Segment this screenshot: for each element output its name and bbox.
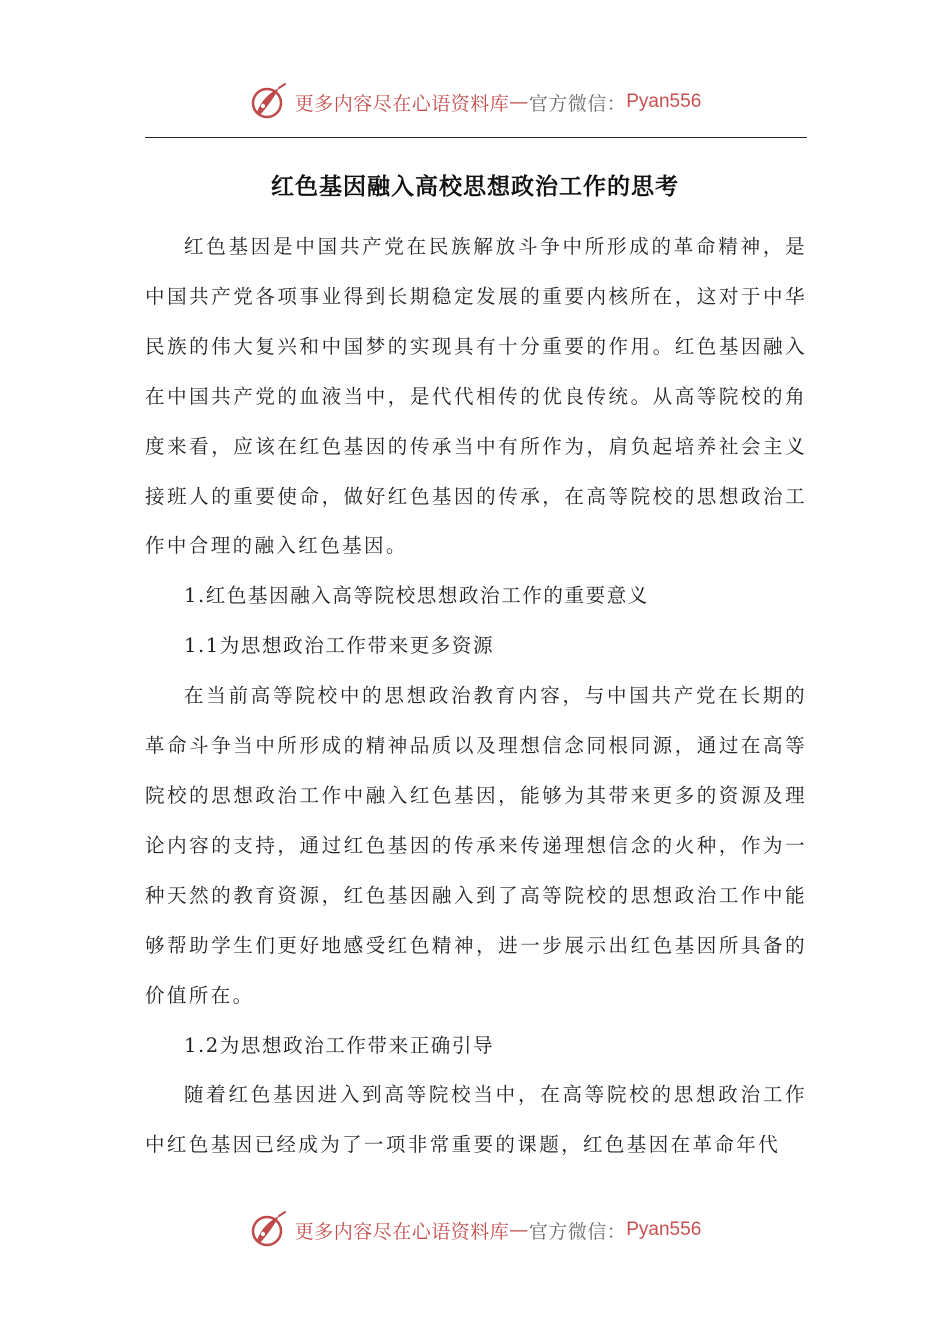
banner-content: [249, 82, 702, 122]
banner-dash: —: [509, 91, 529, 113]
document-body: [145, 222, 807, 1170]
document-title: 红色基因融入高校思想政治工作的思考: [271, 174, 679, 200]
header-banner: [0, 80, 950, 124]
banner-dash: —: [509, 1219, 529, 1241]
banner-wechat-id: Pyan556: [626, 1219, 702, 1240]
banner-official-label: 官方微信：: [528, 1220, 627, 1243]
paragraph-1-2: 随着红色基因进入到高等院校当中，在高等院校的思想政治工作中红色基因已经成为了一项非常重要的课题，红色基因在革命年代: [145, 1083, 807, 1157]
section-heading-1: 1.红色基因融入高等院校思想政治工作的重要意义: [184, 584, 649, 608]
paragraph-intro: 红色基因是中国共产党在民族解放斗争中所形成的革命精神，是中国共产党各项事业得到长期稳定发展的重要内核所在，这对于中华民族的伟大复兴和中国梦的实现具有十分重要的作用。红色基因融入在中国共产党的血液当中，是代代相传的优良传统。从高等院校的角度来看，应该在红色基因的传承当中有所作为，肩负起培养社会主义接班人的重要使命，做好红色基因的传承，在高等院校的思想政治工作中合理的融入红色基因。: [145, 235, 807, 558]
header-divider: [145, 137, 807, 138]
pen-logo-icon: [249, 1210, 289, 1250]
banner-wechat-id: Pyan556: [626, 91, 702, 112]
banner-content: [249, 1210, 702, 1250]
subsection-heading-1-1: 1.1为思想政治工作带来更多资源: [184, 634, 495, 658]
banner-slogan: 更多内容尽在心语资料库: [294, 92, 510, 115]
banner-official-label: 官方微信：: [528, 92, 627, 115]
subsection-heading-1-2: 1.2为思想政治工作带来正确引导: [184, 1033, 495, 1057]
pen-logo-icon: [249, 82, 289, 122]
banner-slogan: 更多内容尽在心语资料库: [294, 1220, 510, 1243]
paragraph-1-1: 在当前高等院校中的思想政治教育内容，与中国共产党在长期的革命斗争当中所形成的精神品质以及理想信念同根同源，通过在高等院校的思想政治工作中融入红色基因，能够为其带来更多的资源及理论内容的支持，通过红色基因的传承来传递理想信念的火种，作为一种天然的教育资源，红色基因融入到了高等院校的思想政治工作中能够帮助学生们更好地感受红色精神，进一步展示出红色基因所具备的价值所在。: [145, 684, 807, 1007]
footer-banner: [0, 1208, 950, 1252]
